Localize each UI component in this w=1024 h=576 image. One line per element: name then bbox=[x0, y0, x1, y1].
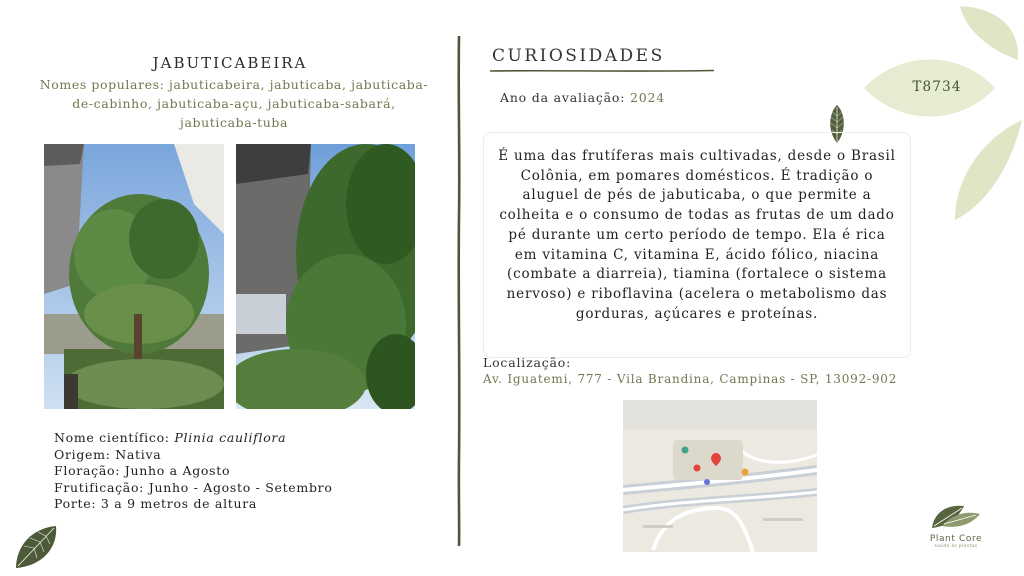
popular-names: Nomes populares: jabuticabeira, jabuticaba, jabuticaba-de-cabinho, jabuticaba-açu, jabuticaba-sabará, jabuticaba-tuba bbox=[39, 77, 429, 130]
curiosity-text: É uma das frutíferas mais cultivadas, desde o Brasil Colônia, em pomares domésticos. É tradição o aluguel de pés de jabuticaba, o que permite a colheita e o consumo de todas as frutas de um dado pé durante um certo período de tempo. Ela é rica em vitamina C, vitamina E, ácido fólico, niacina (combate a diarreia), tiamina (fortalece o sistema nervoso) e riboflavina (acelera o metabolismo das gorduras, açúcares e proteínas. bbox=[498, 148, 896, 322]
location-label: Localização: bbox=[483, 355, 572, 370]
location-address: Av. Iguatemi, 777 - Vila Brandina, Campinas - SP, 13092-902 bbox=[483, 372, 898, 386]
species-title: JABUTICABEIRA bbox=[152, 54, 308, 72]
title-underline bbox=[490, 68, 714, 74]
plant-tag-code: T8734 bbox=[912, 79, 962, 95]
plant-core-logo-icon bbox=[928, 502, 984, 532]
location-map[interactable] bbox=[623, 400, 817, 552]
tree-photo-1 bbox=[44, 144, 224, 409]
fact-origin: Origem: Nativa bbox=[54, 446, 162, 462]
evaluation-year: Ano da avaliação: 2024 bbox=[500, 90, 665, 105]
fact-fruiting: Frutificação: Junho - Agosto - Setembro bbox=[54, 479, 333, 495]
brand-name: Plant Core bbox=[929, 534, 983, 544]
fact-size: Porte: 3 a 9 metros de altura bbox=[54, 496, 258, 511]
leaf-decoration-bottom-left bbox=[10, 522, 60, 572]
brand-tagline: saúde às plantas bbox=[934, 544, 978, 549]
column-divider bbox=[455, 36, 463, 546]
curiosities-title: CURIOSIDADES bbox=[492, 46, 665, 66]
fact-scientific-name: Nome científico: Plinia cauliflora bbox=[54, 430, 287, 445]
tree-photo-2 bbox=[236, 144, 415, 409]
fact-flowering: Floração: Junho a Agosto bbox=[54, 463, 231, 478]
plant-facts bbox=[54, 430, 333, 513]
